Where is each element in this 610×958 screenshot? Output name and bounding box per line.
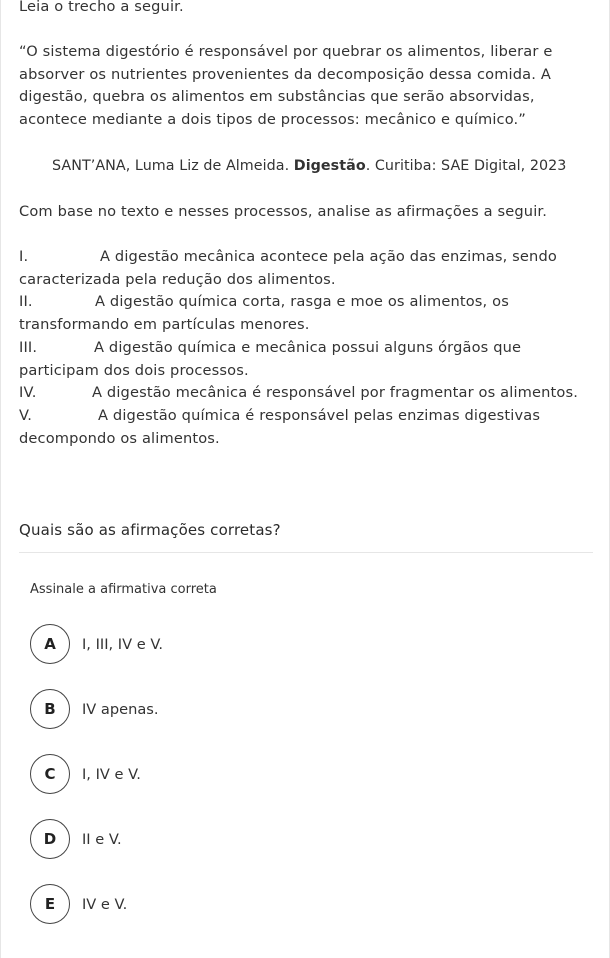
option-c[interactable]	[30, 752, 141, 796]
citation	[52, 155, 610, 178]
option-a[interactable]	[30, 622, 163, 666]
statement-number: I.	[19, 248, 29, 265]
option-letter[interactable]: A	[30, 624, 70, 664]
statement-text: A digestão química corta, rasga e moe os alimentos, os transformando em partículas menores.	[19, 293, 509, 334]
statement-number: III.	[19, 338, 38, 356]
citation-prefix: SANT’ANA, Luma Liz de Almeida.	[52, 158, 294, 174]
option-text: I, IV e V.	[82, 765, 141, 783]
statement-item	[19, 337, 597, 382]
statement-item	[19, 405, 597, 450]
option-e[interactable]	[30, 882, 127, 926]
statement-item	[19, 382, 597, 405]
divider	[19, 552, 593, 553]
option-d[interactable]	[30, 817, 122, 861]
option-text: IV e V.	[82, 895, 128, 913]
statement-number: II.	[19, 293, 33, 311]
option-letter[interactable]: C	[30, 754, 70, 794]
prompt-text: Com base no texto e nesses processos, analise as afirmações a seguir.	[19, 203, 547, 220]
lead-text: Leia o trecho a seguir.	[19, 0, 184, 15]
instruction-text: Assinale a afirmativa correta	[30, 582, 217, 597]
option-b[interactable]	[30, 687, 159, 731]
statement-text: A digestão mecânica é responsável por fragmentar os alimentos.	[92, 384, 579, 402]
statement-number: V.	[19, 406, 33, 424]
citation-title: Digestão	[293, 158, 366, 174]
statement-text: A digestão química e mecânica possui alguns órgãos que participam dos dois processos.	[19, 338, 522, 379]
statement-item	[19, 246, 597, 291]
statement-text: A digestão química é responsável pelas enzimas digestivas decompondo os alimentos.	[19, 406, 541, 447]
question-title: Quais são as afirmações corretas?	[19, 521, 281, 539]
option-letter[interactable]: B	[30, 689, 70, 729]
statement-number: IV.	[19, 384, 37, 402]
option-text: IV apenas.	[82, 700, 159, 718]
quote-text: “O sistema digestório é responsável por quebrar os alimentos, liberar e absorver os nutrientes provenientes da decomposição dessa comida. A digestão, quebra os alimentos em substâncias que serão absorvidas, acontece mediante a dois tipos de processos: mecânico e químico.”	[19, 43, 553, 129]
statement-text: A digestão mecânica acontece pela ação das enzimas, sendo caracterizada pela redução dos alimentos.	[19, 248, 557, 288]
statements-list	[19, 246, 597, 450]
statement-item	[19, 291, 597, 336]
option-letter[interactable]: E	[30, 884, 70, 924]
citation-suffix: . Curitiba: SAE Digital, 2023	[365, 158, 567, 174]
option-letter[interactable]: D	[30, 819, 70, 859]
option-text: II e V.	[82, 830, 122, 848]
option-text: I, III, IV e V.	[82, 635, 164, 653]
